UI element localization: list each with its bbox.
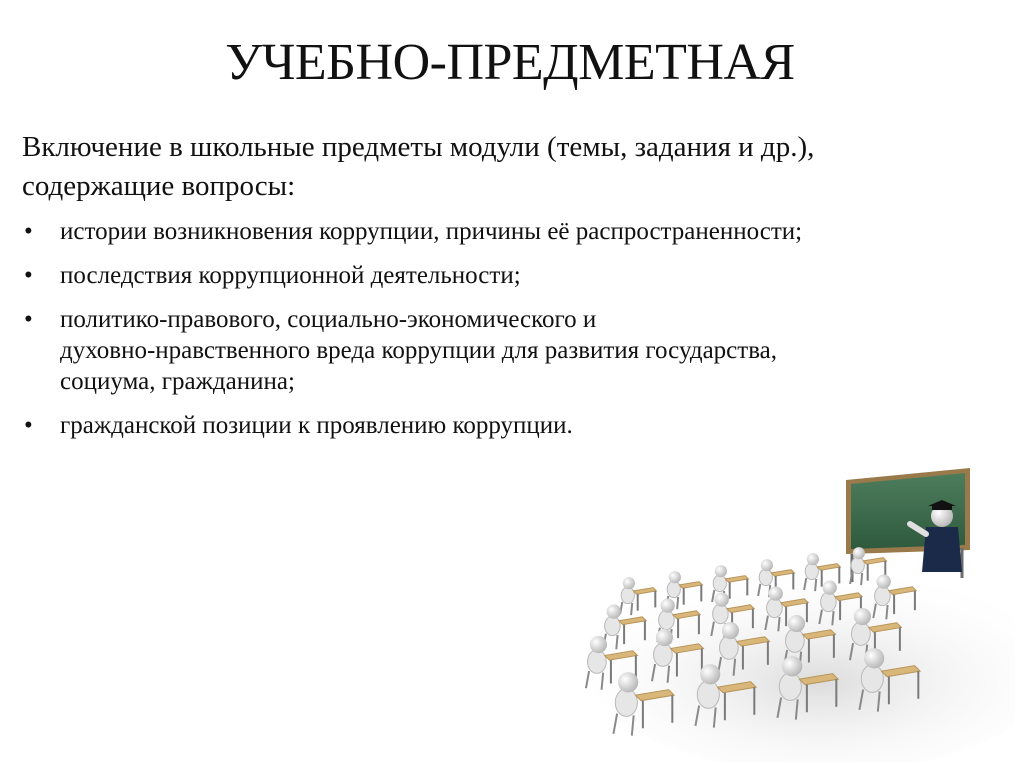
- intro-line-1: Включение в школьные предметы модули (темы, задания и др.),: [22, 131, 815, 163]
- slide-title: УЧЕБНО-ПРЕДМЕТНАЯ: [225, 34, 795, 91]
- bullet-item: [0, 216, 1010, 247]
- bullet-item: [0, 304, 1010, 397]
- bullet-marker: •: [24, 218, 33, 245]
- intro-text: [22, 128, 1002, 206]
- bullet-text: гражданской позиции к проявлению коррупции.: [60, 412, 573, 439]
- bullet-text: последствия коррупционной деятельности;: [60, 262, 521, 289]
- bullet-item: [0, 410, 1010, 441]
- bullet-marker: •: [24, 306, 33, 333]
- intro-line-2: содержащие вопросы:: [22, 170, 296, 202]
- bullet-marker: •: [24, 262, 33, 289]
- bullet-text-line-1: политико-правового, социально-экономического и: [60, 306, 597, 333]
- classroom-illustration: [570, 462, 1015, 762]
- bullet-marker: •: [24, 412, 33, 439]
- bullet-text-line-2: духовно-нравственного вреда коррупции для развития государства,: [60, 337, 778, 364]
- bullet-text: истории возникновения коррупции, причины её распространенности;: [60, 218, 803, 245]
- bullet-item: [0, 260, 1010, 291]
- bullet-text-line-3: социума, гражданина;: [60, 368, 295, 395]
- bullet-list: [0, 216, 1010, 454]
